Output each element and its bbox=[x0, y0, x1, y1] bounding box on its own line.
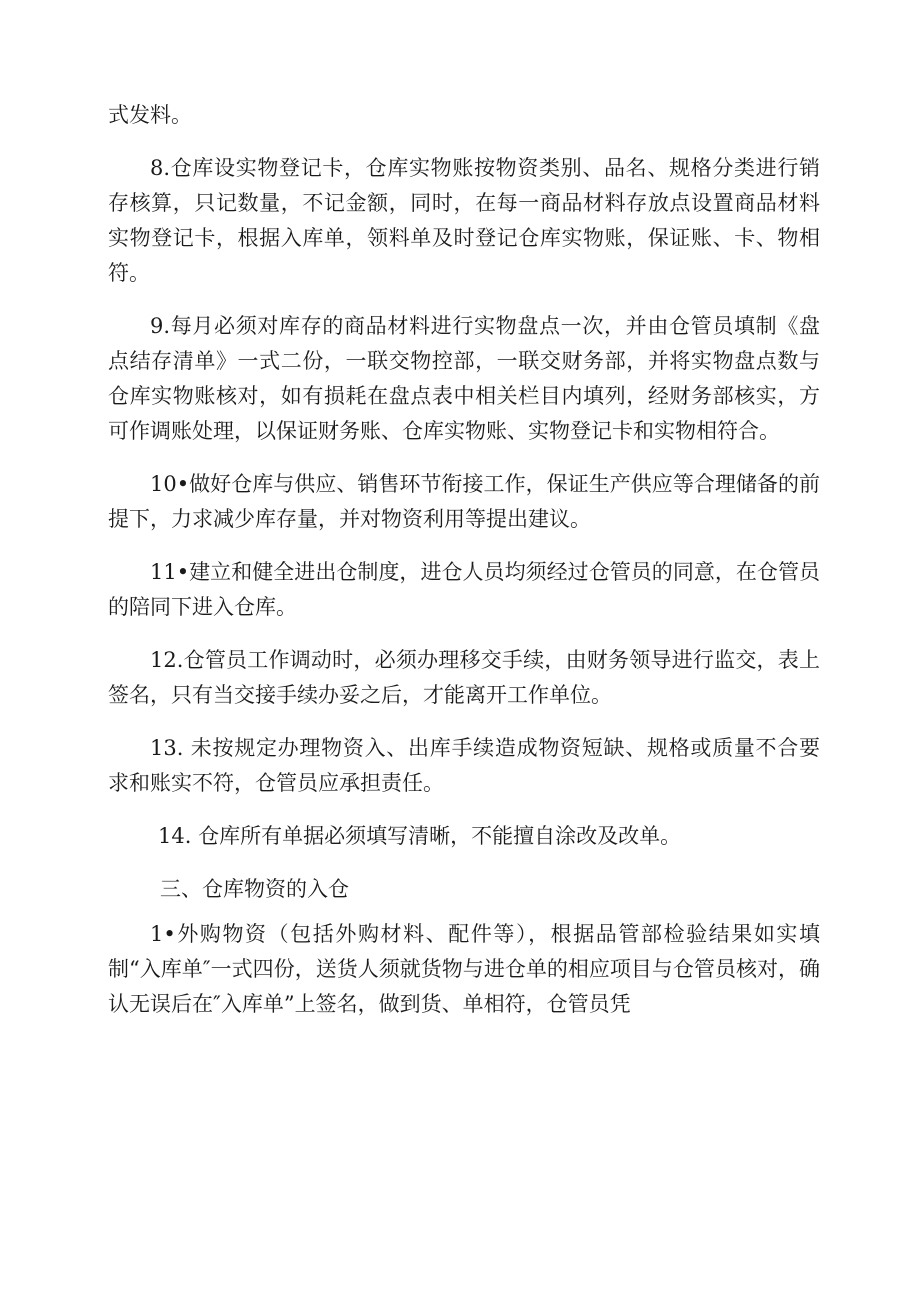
paragraph-item-1: 1•外购物资（包括外购材料、配件等），根据品管部检验结果如实填制“入库单″一式四份，送货人须就货物与进仓单的相应项目与仓管员核对，确认无误后在″入库单”上签名，做到货、单相符，仓管员凭 bbox=[108, 922, 820, 1016]
paragraph-item-10: 10•做好仓库与供应、销售环节衔接工作，保证生产供应等合理储备的前提下，力求减少库存量，并对物资利用等提出建议。 bbox=[108, 472, 820, 531]
paragraph-item-13: 13. 未按规定办理物资入、出库手续造成物资短缺、规格或质量不合要求和账实不符，仓管员应承担责任。 bbox=[108, 736, 820, 795]
paragraph-item-8: 8.仓库设实物登记卡，仓库实物账按物资类别、品名、规格分类进行销存核算，只记数量，不记金额，同时，在每一商品材料存放点设置商品材料实物登记卡，根据入库单，领料单及时登记仓库实物账，保证账、卡、物相符。 bbox=[108, 156, 820, 285]
section-heading: 三、仓库物资的入仓 bbox=[160, 877, 349, 901]
paragraph-item-11: 11•建立和健全进出仓制度，进仓人员均须经过仓管员的同意，在仓管员的陪同下进入仓库。 bbox=[108, 560, 820, 619]
paragraph-item-9: 9.每月必须对库存的商品材料进行实物盘点一次，并由仓管员填制《盘点结存清单》一式二份，一联交物控部，一联交财务部，并将实物盘点数与仓库实物账核对，如有损耗在盘点表中相关栏目内填列，经财务部核实，方可作调账处理，以保证财务账、仓库实物账、实物登记卡和实物相符合。 bbox=[108, 314, 820, 443]
paragraph-item-12: 12.仓管员工作调动时，必须办理移交手续，由财务领导进行监交，表上签名，只有当交接手续办妥之后，才能离开工作单位。 bbox=[108, 648, 820, 707]
paragraph-item-14: 14. 仓库所有单据必须填写清晰，不能擅自涂改及改单。 bbox=[158, 824, 682, 848]
paragraph-continuation: 式发料。 bbox=[108, 103, 192, 127]
document-body bbox=[108, 98, 820, 1040]
